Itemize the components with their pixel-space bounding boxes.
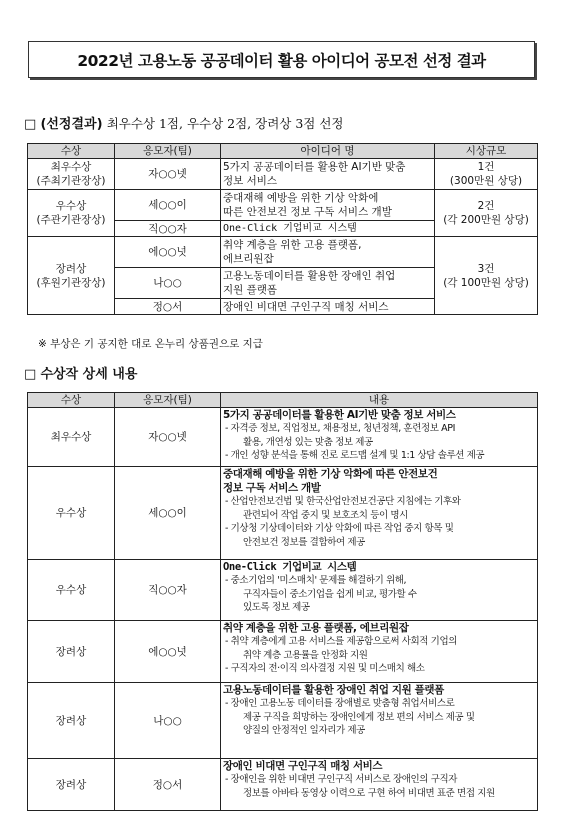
content-title: 취약 계층을 위한 고용 플랫폼, 에브리원잡 — [223, 622, 409, 634]
idea-line: 중대재해 예방을 위한 기상 악화에 — [223, 192, 379, 204]
applicant-cell: 에○○넛 — [115, 621, 221, 683]
content-cell — [221, 408, 538, 467]
table-row — [28, 467, 538, 560]
content-cell — [221, 683, 538, 759]
header-award: 수상 — [28, 144, 115, 159]
content-continuation-line: 관련되어 작업 중지 및 보호조치 등이 명시 — [243, 509, 408, 521]
section-bullet: □ — [24, 117, 37, 132]
header-award: 수상 — [28, 393, 115, 408]
applicant-cell: 직○○자 — [115, 221, 221, 237]
idea-line: 취약 계층을 위한 고용 플랫폼, — [223, 239, 362, 251]
content-title: 중대재해 예방을 위한 기상 악화에 따른 안전보건 — [223, 468, 438, 480]
content-continuation-line: 취약 계층 고용률을 안정화 지원 — [243, 649, 368, 661]
applicant-cell: 정○서 — [115, 759, 221, 811]
applicant-cell: 직○○자 — [115, 560, 221, 621]
section-bullet: □ — [24, 367, 37, 382]
award-name: 우수상 — [55, 200, 87, 212]
applicant-cell: 자○○넷 — [115, 408, 221, 467]
content-continuation-line: 양질의 안정적인 일자리가 제공 — [243, 725, 365, 736]
idea-cell — [221, 159, 435, 190]
award-name: 장려상 — [55, 262, 87, 275]
prize-cell — [435, 159, 538, 190]
content-bullet-line: - 중소기업의 '미스매치' 문제를 해결하기 위해, — [225, 575, 407, 586]
award-cell — [28, 237, 115, 315]
table-row — [28, 560, 538, 621]
idea-line: 따른 안전보건 정보 구독 서비스 개발 — [223, 206, 392, 218]
content-bullet-line: - 장애인을 위한 비대면 구인구직 서비스로 장애인의 구직자 — [225, 774, 458, 785]
table-row — [28, 759, 538, 811]
content-continuation-line: 정보를 아바타 동영상 이력으로 구현 하여 비대면 표준 면접 지원 — [243, 787, 495, 799]
award-name: 최우수상 — [50, 161, 92, 173]
idea-line: 에브리원잡 — [223, 253, 274, 265]
idea-line: 고용노동데이터를 활용한 장애인 취업 — [223, 270, 396, 282]
applicant-cell: 정○서 — [115, 299, 221, 315]
prize-cell — [435, 190, 538, 237]
summary-table-header — [28, 144, 538, 159]
summary-table — [27, 143, 538, 315]
award-cell: 우수상 — [28, 560, 115, 621]
table-row — [28, 621, 538, 683]
applicant-cell: 나○○ — [115, 683, 221, 759]
content-bullet-line: - 자격증 정보, 직업정보, 채용정보, 청년정책, 훈련정보 API — [225, 423, 455, 434]
applicant-cell: 에○○넛 — [115, 237, 221, 268]
content-bullet-line: - 취약 계층에게 고용 서비스를 제공함으로써 사회적 기업의 — [225, 636, 458, 647]
prize-note: ※ 부상은 기 공지한 대로 온누리 상품권으로 지급 — [38, 338, 263, 350]
award-cell: 장려상 — [28, 759, 115, 811]
award-organizer: (주최기관장상) — [36, 175, 106, 187]
award-organizer: (후원기관장상) — [36, 276, 106, 289]
table-row — [28, 237, 538, 268]
content-continuation-line: 구직자들이 중소기업을 쉽게 비교, 평가할 수 — [243, 588, 417, 600]
page-title: 2022년 고용노동 공공데이터 활용 아이디어 공모전 선정 결과 — [28, 41, 535, 78]
content-continuation-line: 안전보건 정보를 결합하여 제공 — [243, 536, 365, 548]
idea-cell — [221, 268, 435, 299]
table-row — [28, 683, 538, 759]
content-title: 5가지 공공데이터를 활용한 AI기반 맞춤 정보 서비스 — [223, 409, 456, 421]
prize-count: 1건 — [477, 161, 495, 173]
content-bullet-line: - 장애인 고용노동 데이터를 장애별로 맞춤형 취업서비스로 — [225, 698, 455, 709]
header-applicant: 응모자(팀) — [115, 144, 221, 159]
idea-line: 지원 플랫폼 — [223, 284, 278, 296]
award-organizer: (주관기관장상) — [36, 214, 106, 226]
applicant-cell: 세○○이 — [115, 467, 221, 560]
section-selection-result — [24, 113, 343, 132]
award-cell: 최우수상 — [28, 408, 115, 467]
detail-table-body — [28, 408, 538, 811]
content-continuation-line: 있도록 정보 제공 — [243, 602, 310, 613]
content-cell — [221, 621, 538, 683]
section-label: (선정결과) — [40, 117, 103, 132]
award-cell: 장려상 — [28, 683, 115, 759]
idea-cell: 장애인 비대면 구인구직 매칭 서비스 — [221, 299, 435, 315]
content-cell — [221, 560, 538, 621]
content-bullet-line: - 구직자의 전·이직 의사결정 지원 및 미스매치 해소 — [225, 663, 425, 674]
award-cell — [28, 159, 115, 190]
content-continuation-line: 활용, 개연성 있는 맞춤 정보 제공 — [243, 436, 373, 448]
table-row — [28, 408, 538, 467]
idea-cell — [221, 190, 435, 221]
prize-amount: (각 100만원 상당) — [443, 276, 529, 289]
content-continuation-line: 제공 구직을 희망하는 장애인에게 정보 편의 서비스 제공 및 — [243, 711, 475, 723]
applicant-cell: 자○○넷 — [115, 159, 221, 190]
award-cell: 장려상 — [28, 621, 115, 683]
prize-count: 3건 — [477, 262, 495, 275]
table-row — [28, 159, 538, 190]
content-bullet-line: - 개인 성향 분석을 통해 진로 로드맵 설계 및 1:1 상담 솔루션 제공 — [225, 450, 485, 461]
content-title: 고용노동데이터를 활용한 장애인 취업 지원 플랫폼 — [223, 684, 444, 696]
detail-table-header — [28, 393, 538, 408]
section-label: 수상작 상세 내용 — [40, 367, 138, 382]
idea-line: 정보 서비스 — [223, 175, 278, 187]
content-title: 장애인 비대면 구인구직 매칭 서비스 — [223, 760, 383, 772]
prize-amount: (300만원 상당) — [449, 175, 523, 187]
applicant-cell: 나○○ — [115, 268, 221, 299]
idea-cell — [221, 237, 435, 268]
content-cell — [221, 759, 538, 811]
content-title: One-Click 기업비교 시스템 — [223, 561, 357, 573]
prize-amount: (각 200만원 상당) — [443, 214, 529, 226]
header-applicant: 응모자(팀) — [115, 393, 221, 408]
idea-cell: One-Click 기업비교 시스템 — [221, 221, 435, 237]
content-bullet-line: - 산업안전보건법 및 한국산업안전보건공단 지침에는 기후와 — [225, 496, 461, 507]
award-cell: 우수상 — [28, 467, 115, 560]
applicant-cell: 세○○이 — [115, 190, 221, 221]
content-cell — [221, 467, 538, 560]
content-bullet-line: - 기상청 기상데이터와 기상 악화에 따른 작업 중지 항목 및 — [225, 523, 454, 534]
table-row — [28, 190, 538, 221]
section-summary-text: 최우수상 1점, 우수상 2점, 장려상 3점 선정 — [106, 116, 344, 131]
idea-line: 5가지 공공데이터를 활용한 AI기반 맞춤 — [223, 161, 406, 173]
award-cell — [28, 190, 115, 237]
prize-count: 2건 — [477, 200, 495, 212]
prize-cell — [435, 237, 538, 315]
header-idea: 아이디어 명 — [221, 144, 435, 159]
section-award-details — [24, 363, 137, 382]
detail-table — [27, 392, 538, 811]
header-prize: 시상규모 — [435, 144, 538, 159]
header-content: 내용 — [221, 393, 538, 408]
content-title: 정보 구독 서비스 개발 — [223, 482, 321, 494]
